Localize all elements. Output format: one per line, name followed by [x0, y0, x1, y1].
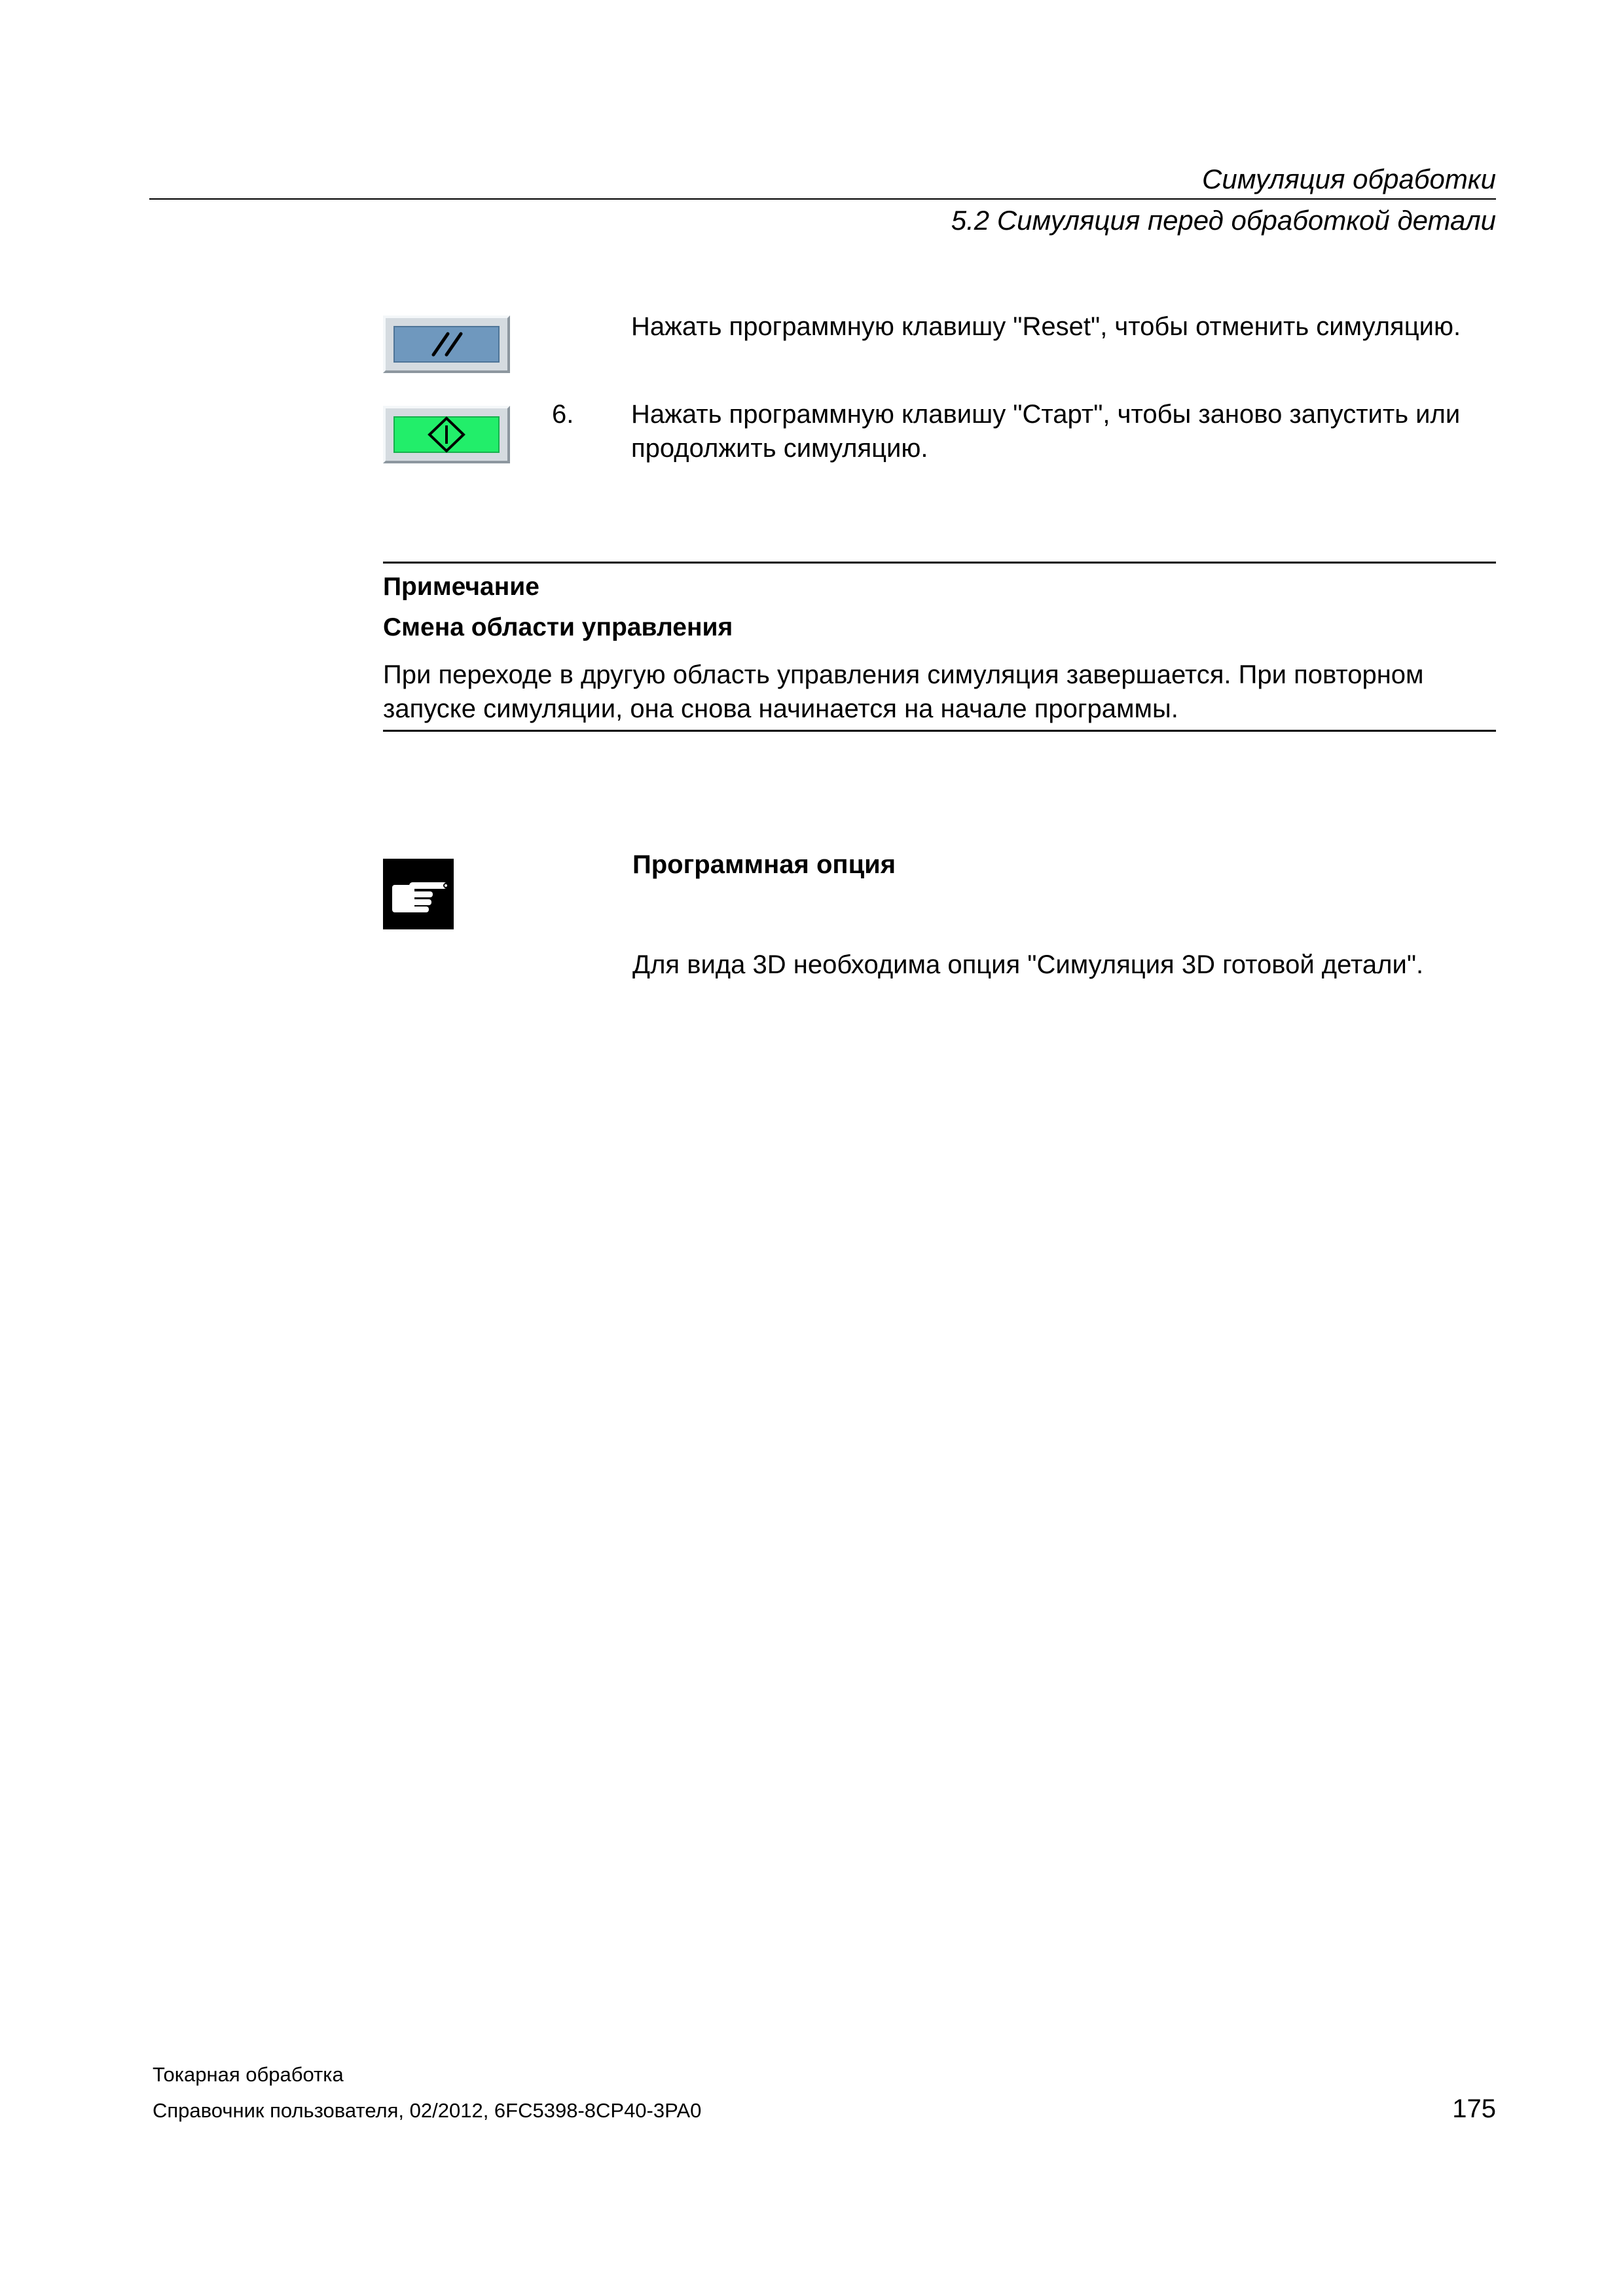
note-top-rule: [383, 562, 1496, 564]
header-rule: [149, 198, 1496, 200]
option-text: Для вида 3D необходима опция "Симуляция 3D готовой детали".: [632, 950, 1424, 979]
chapter-title: Симуляция обработки: [1202, 164, 1496, 194]
note-text: При переходе в другую область управления симуляция завершается. При повторном запуске симуляции, она снова начинается на начале программы.: [383, 660, 1424, 723]
section-title: 5.2 Симуляция перед обработкой детали: [951, 205, 1496, 236]
note-label: Примечание: [383, 573, 539, 601]
footer-manual-title: Токарная обработка: [153, 2063, 344, 2086]
note-title: Смена области управления: [383, 613, 733, 641]
step-number: 6.: [552, 400, 574, 429]
start-softkey[interactable]: [383, 406, 510, 463]
pointing-hand-icon: [383, 859, 454, 929]
note-bottom-rule: [383, 730, 1496, 732]
step-start-text: Нажать программную клавишу "Старт", чтобы заново запустить или продолжить симуляцию.: [631, 400, 1461, 463]
page-number: 175: [1452, 2094, 1496, 2123]
reset-softkey[interactable]: [383, 315, 510, 373]
reset-icon: [420, 330, 473, 359]
step-reset-text: Нажать программную клавишу "Reset", чтобы отменить симуляцию.: [631, 312, 1461, 341]
option-title: Программная опция: [632, 850, 896, 879]
footer-manual-info: Справочник пользователя, 02/2012, 6FC5398-8CP40-3PA0: [153, 2099, 702, 2122]
cycle-start-icon: [427, 416, 466, 453]
